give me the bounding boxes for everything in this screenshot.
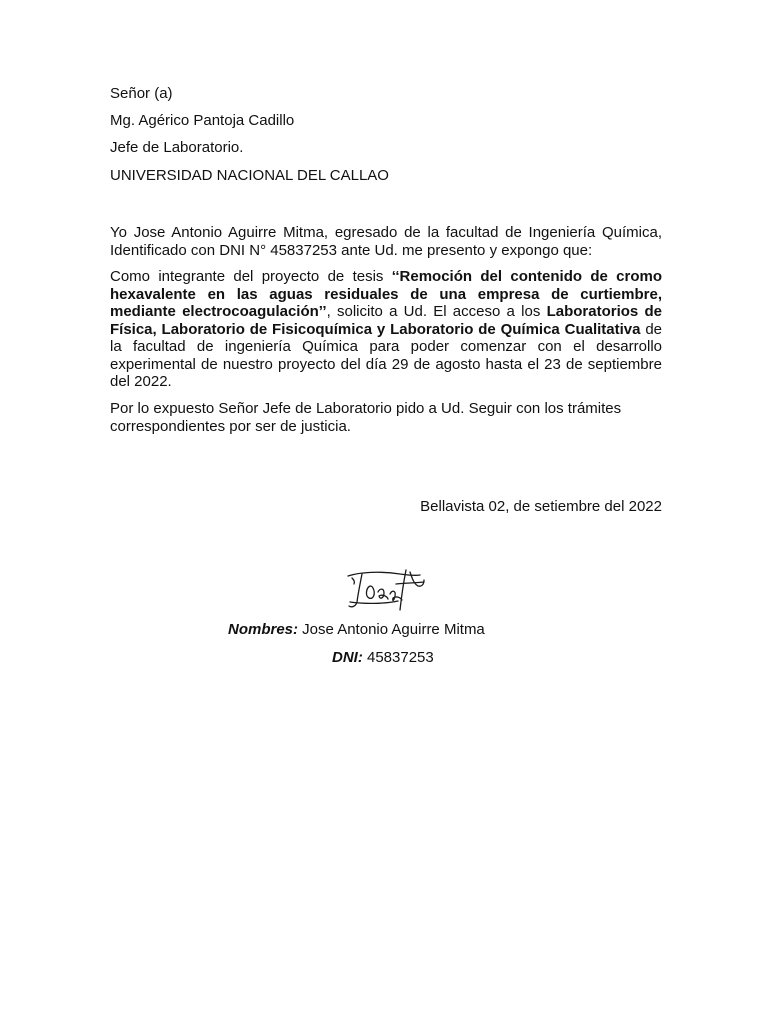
salutation: Señor (a) — [110, 85, 173, 102]
names-field — [228, 621, 485, 639]
dni-label: DNI: — [332, 649, 363, 666]
dni-value: 45837253 — [362, 649, 434, 666]
intro-paragraph: Yo Jose Antonio Aguirre Mitma, egresado de la facultad de Ingeniería Química, Identificado con DNI N° 45837253 ante Ud. me presento y expongo que: — [110, 224, 662, 259]
dni-field — [332, 649, 434, 667]
lab-names: Laboratorios de Física, Laboratorio de Fisicoquímica y Laboratorio de Química Cualitativa — [110, 303, 662, 338]
handwritten-signature — [340, 566, 428, 616]
thesis-title: ‘‘Remoción del contenido de cromo hexavalente en las aguas residuales de una empresa de curtiembre, mediante electrocoagulación’’ — [110, 268, 663, 320]
request-text-1: Como integrante del proyecto de tesis — [110, 268, 392, 285]
place-date: Bellavista 02, de setiembre del 2022 — [420, 498, 662, 515]
request-paragraph — [110, 268, 662, 391]
request-text-2: , solicito a Ud. El acceso a los — [326, 303, 547, 320]
names-label: Nombres: — [228, 621, 299, 638]
recipient-institution: UNIVERSIDAD NACIONAL DEL CALLAO — [110, 167, 389, 184]
request-text-3: de la facultad de ingeniería Química para poder comenzar con el desarrollo experimental de nuestro proyecto del día 29 de agosto hasta el 23 de septiembre del 2022. — [110, 320, 663, 390]
recipient-name: Mg. Agérico Pantoja Cadillo — [110, 112, 295, 129]
recipient-position: Jefe de Laboratorio. — [110, 139, 244, 156]
names-value: Jose Antonio Aguirre Mitma — [298, 621, 485, 638]
closing-paragraph: Por lo expuesto Señor Jefe de Laboratorio pido a Ud. Seguir con los trámites correspondientes por ser de justicia. — [110, 400, 622, 435]
